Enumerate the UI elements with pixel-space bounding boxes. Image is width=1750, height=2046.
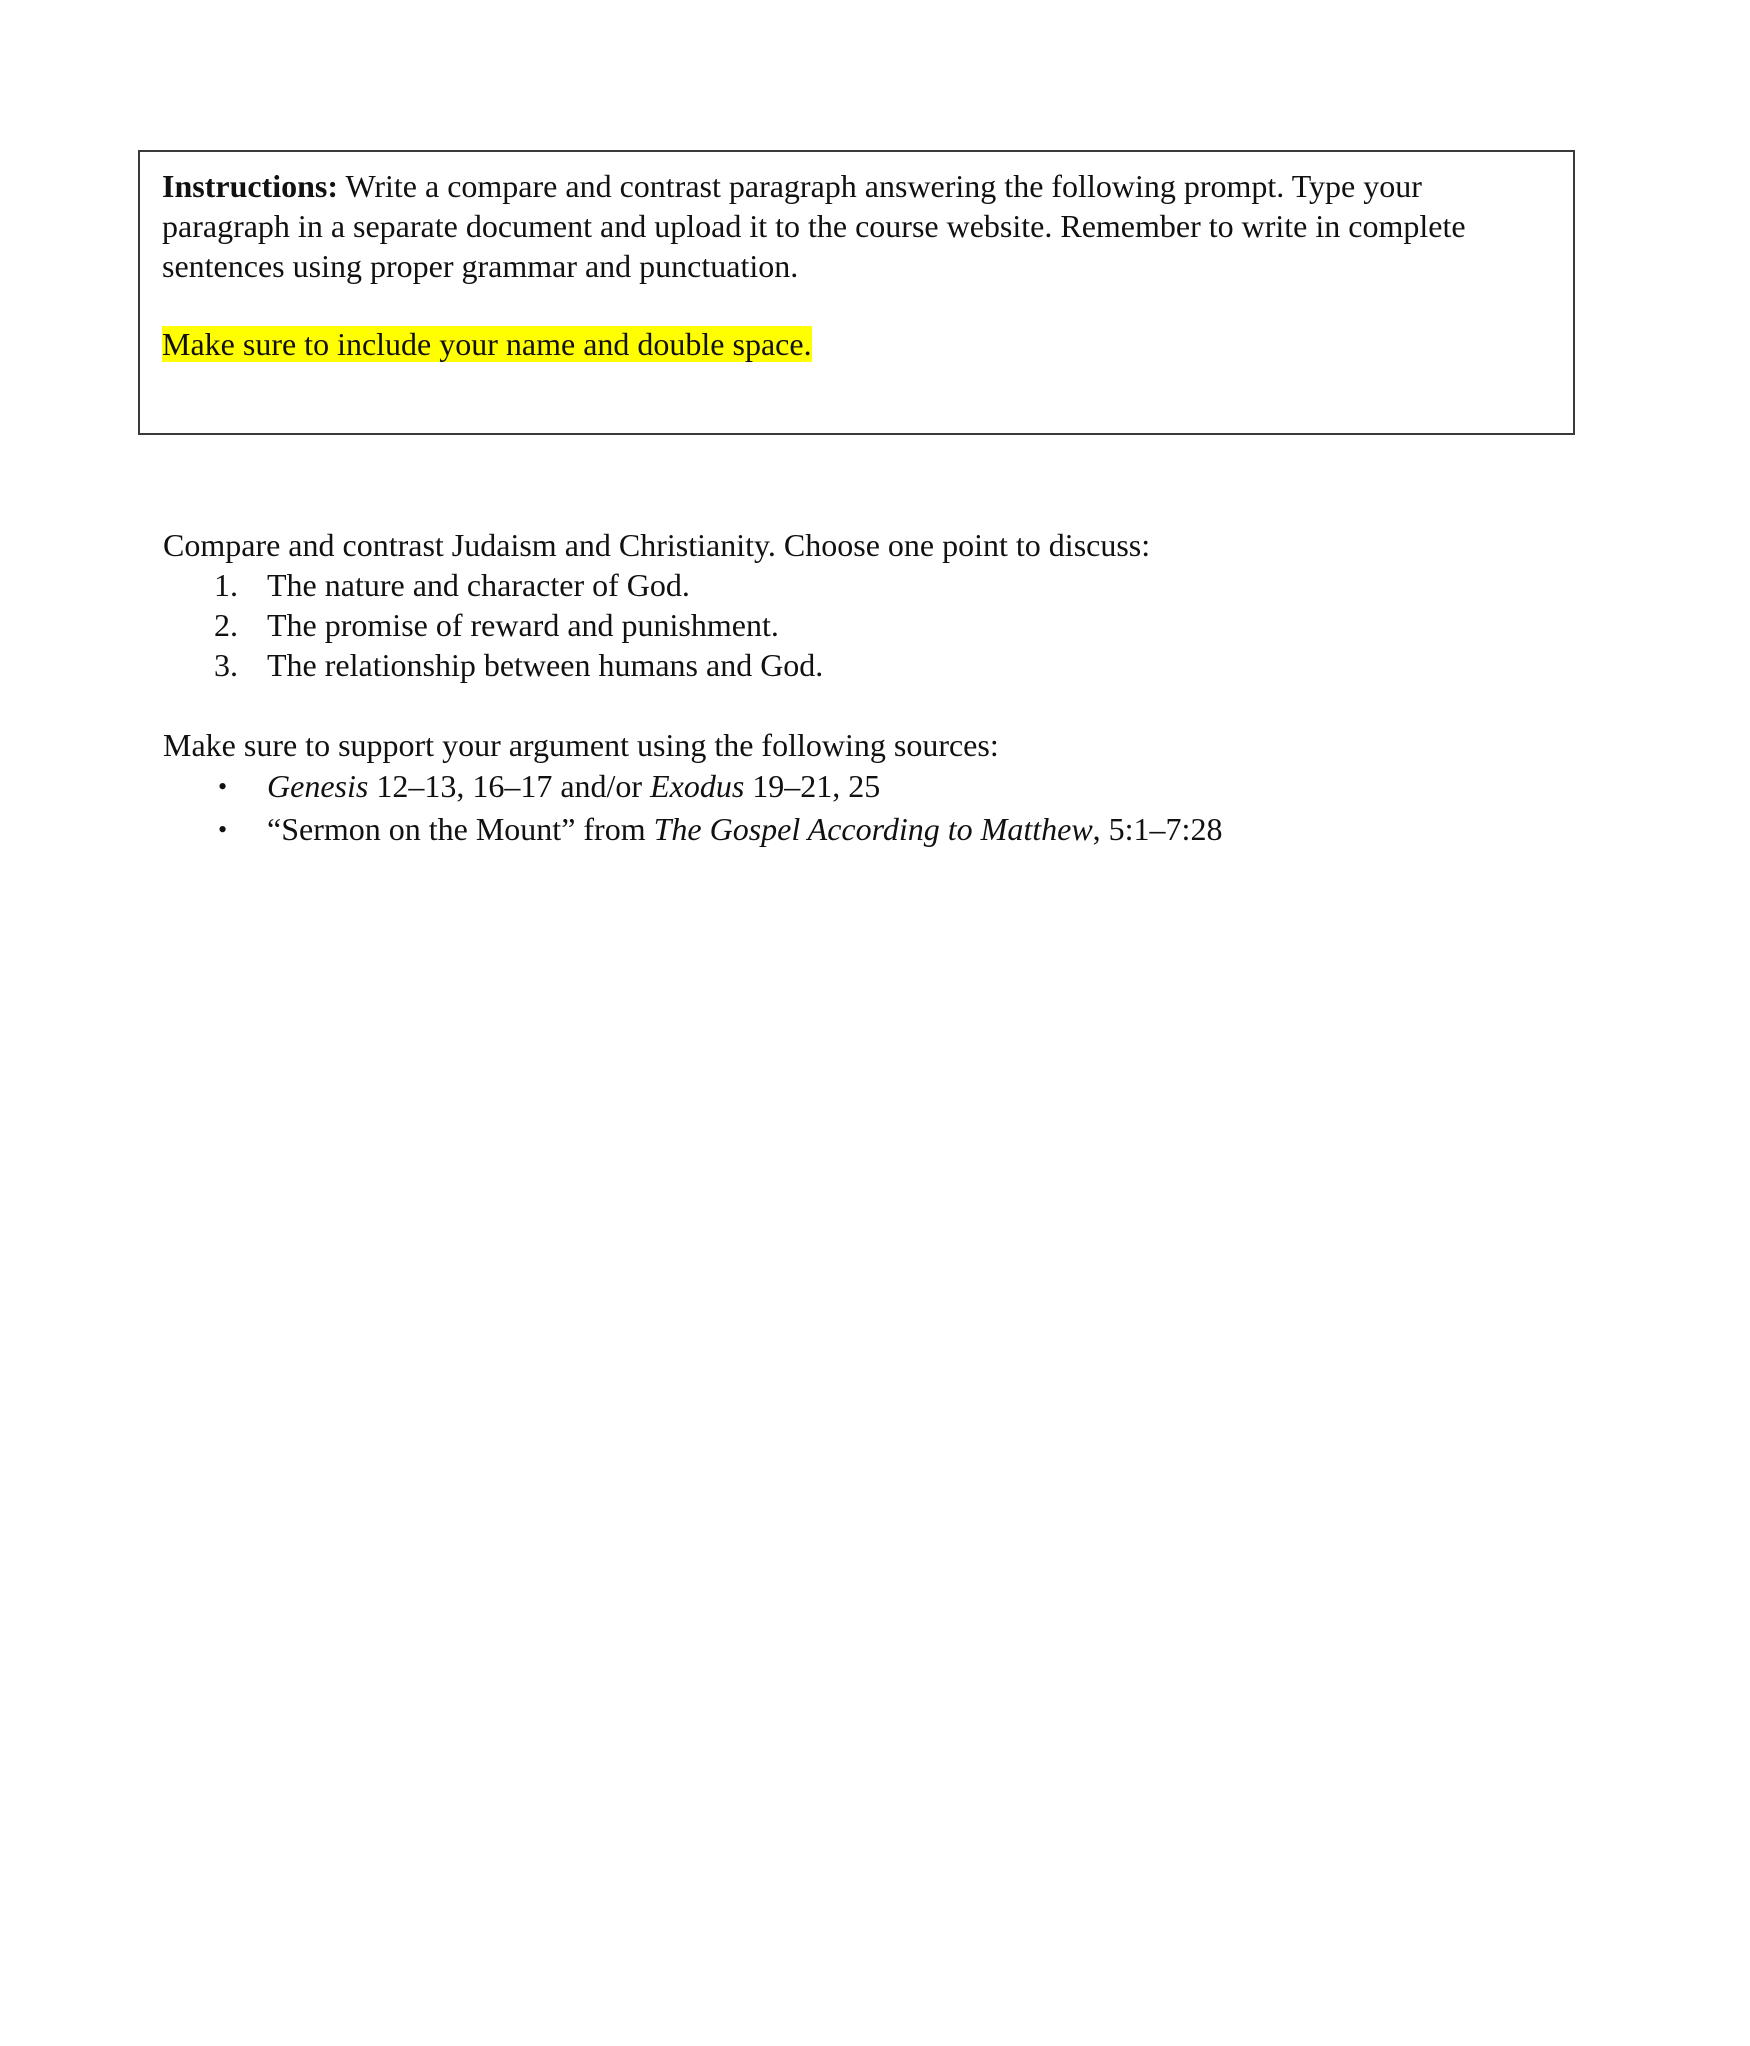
list-item xyxy=(163,645,1563,685)
list-number: 2. xyxy=(214,607,238,643)
list-item-text: The nature and character of God. xyxy=(267,567,690,603)
sources-intro: Make sure to support your argument using the following sources: xyxy=(163,727,999,763)
instructions-paragraph xyxy=(162,166,1551,286)
highlighted-reminder: Make sure to include your name and double space. xyxy=(162,326,812,362)
list-item-text: The relationship between humans and God. xyxy=(267,647,824,683)
list-item xyxy=(163,565,1563,605)
list-number: 1. xyxy=(214,567,238,603)
source-text: 19–21, 25 xyxy=(744,768,881,804)
source-item xyxy=(163,765,1563,808)
list-item xyxy=(163,605,1563,645)
discussion-points-list xyxy=(163,565,1563,685)
source-title: Exodus xyxy=(650,768,745,804)
source-text: 12–13, 16–17 and/or xyxy=(368,768,651,804)
source-text: “Sermon on the Mount” from xyxy=(267,811,654,847)
prompt-block xyxy=(163,525,1563,851)
instructions-box xyxy=(138,150,1575,435)
bullet-icon: • xyxy=(218,815,228,844)
prompt-intro: Compare and contrast Judaism and Christianity. Choose one point to discuss: xyxy=(163,527,1151,563)
instructions-label: Instructions: xyxy=(162,168,339,204)
source-title: The Gospel According to Matthew xyxy=(653,811,1093,847)
instructions-text: Write a compare and contrast paragraph answering the following prompt. Type your paragraph in a separate document and upload it to the course website. Remember to write in complete sentences using proper grammar and punctuation. xyxy=(162,168,1466,284)
highlight-line xyxy=(162,324,1551,364)
source-title: Genesis xyxy=(267,768,369,804)
source-item xyxy=(163,808,1563,851)
source-text: , 5:1–7:28 xyxy=(1092,811,1223,847)
list-number: 3. xyxy=(214,647,238,683)
bullet-icon: • xyxy=(218,772,228,801)
sources-list xyxy=(163,765,1563,851)
list-item-text: The promise of reward and punishment. xyxy=(267,607,779,643)
